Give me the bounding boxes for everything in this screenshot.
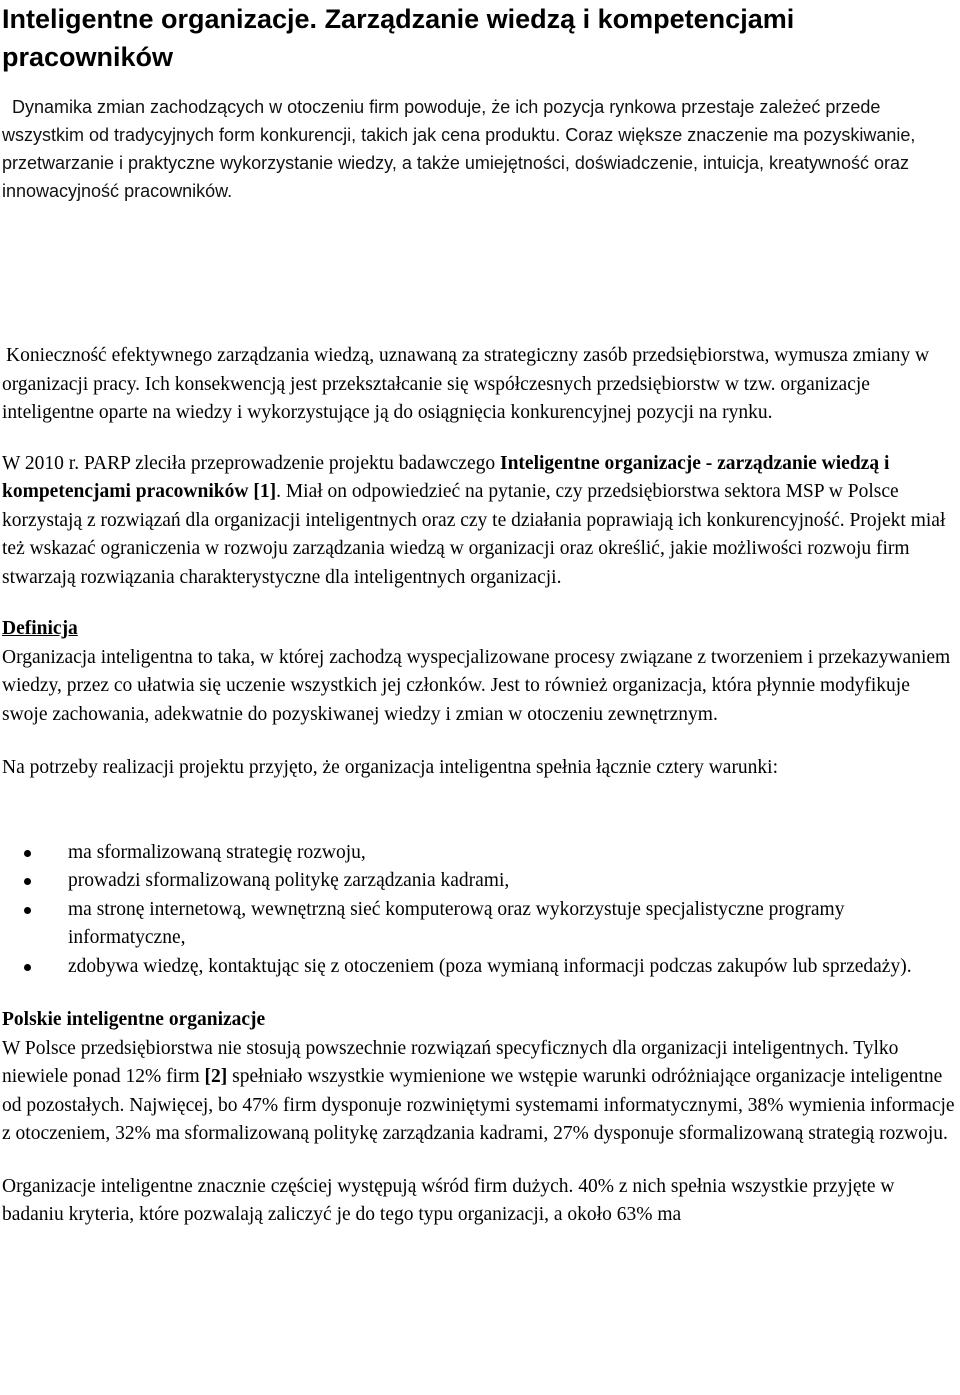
paragraph-knowledge-management: Konieczność efektywnego zarządzania wiedzą, uznawaną za strategiczny zasób przedsiębiorstwa, wymusza zmiany w organizacji pracy. Ich konsekwencją jest przekształcanie się współczesnych przedsiębiorstw w tzw. organizacje inteligentne oparte na wiedzy i wykorzystujące ją do osiągnięcia konkurencyjnej pozycji na rynku. [2, 345, 930, 423]
list-item [68, 953, 960, 982]
condition-text: ma stronę internetową, wewnętrzną sieć komputerową oraz wykorzystuje specjalistyczne programy informatyczne, [68, 898, 845, 948]
polish-organizations-heading [2, 1006, 960, 1035]
parp-text-before: W 2010 r. PARP zleciła przeprowadzenie projektu badawczego [2, 452, 500, 474]
intro-paragraph: Dynamika zmian zachodzących w otoczeniu firm powoduje, że ich pozycja rynkowa przestaje zależeć przede wszystkim od tradycyjnych form konkurencji, takich jak cena produktu. Coraz większe znaczenie ma pozyskiwanie, przetwarzanie i praktyczne wykorzystanie wiedzy, a także umiejętności, doświadczenie, intuicja, kreatywność oraz innowacyjność pracowników. [2, 97, 916, 201]
polish-text-after: spełniało wszystkie wymienione we wstępie warunki odróżniające organizacje inteligentne od pozostałych. Najwięcej, bo 47% firm dysponuje rozwiniętymi systemami informatycznymi, 38% wymienia informacje z otoczeniem, 32% ma sformalizowaną politykę zarządzania kadrami, 27% dysponuje sformalizowaną strategią rozwoju. [2, 1066, 955, 1144]
parp-text-after: . Miał on odpowiedzieć na pytanie, czy przedsiębiorstwa sektora MSP w Polsce korzystają z rozwiązań dla organizacji inteligentnych oraz czy te działania poprawiają ich konkurencyjność. Projekt miał też wskazać ograniczenia w rozwoju zarządzania wiedzą w organizacji oraz określić, jakie możliwości rozwoju firm stwarzają rozwiązania charakterystyczne dla inteligentnych organizacji. [2, 481, 946, 588]
bullet-icon [24, 907, 31, 914]
project-title-bold: Inteligentne organizacje - zarządzanie wiedzą i kompetencjami pracowników [1] [2, 452, 890, 502]
polish-organizations-section [2, 1006, 960, 1149]
polish-text-before: W Polsce przedsiębiorstwa nie stosują powszechnie rozwiązań specyficznych dla organizacji inteligentnych. Tylko niewiele ponad 12% firm [2, 1037, 899, 1087]
definition-text: Organizacja inteligentna to taka, w której zachodzą wyspecjalizowane procesy związane z tworzeniem i przekazywaniem wiedzy, przez co ułatwia się uczenie wszystkich jej członków. Jest to również organizacja, która płynnie modyfikuje swoje zachowania, adekwatnie do pozyskiwanej wiedzy i zmian w otoczeniu zewnętrznym. [2, 646, 951, 725]
condition-text: ma sformalizowaną strategię rozwoju, [68, 841, 366, 863]
page-title: Inteligentne organizacje. Zarządzanie wiedzą i kompetencjami pracowników [2, 4, 795, 72]
list-item [68, 867, 960, 896]
bullet-icon [24, 878, 31, 885]
paragraph-large-firms: Organizacje inteligentne znacznie częściej występują wśród firm dużych. 40% z nich spełnia wszystkie przyjęte w badaniu kryteria, które pozwalają zaliczyć je do tego typu organizacji, a około 63% ma [2, 1175, 895, 1225]
bullet-icon [24, 850, 31, 857]
list-item [68, 839, 960, 868]
polish-organizations-text [2, 1035, 960, 1149]
definition-heading: Definicja [2, 618, 78, 639]
list-item [68, 896, 960, 953]
condition-text: zdobywa wiedzę, kontaktując się z otoczeniem (poza wymianą informacji podczas zakupów lub sprzedaży). [68, 955, 912, 977]
bullet-icon [24, 964, 31, 971]
footnote-ref: [2] [204, 1066, 228, 1087]
polish-organizations-heading-text: Polskie inteligentne organizacje [2, 1009, 266, 1030]
conditions-list [2, 839, 960, 982]
conditions-intro: Na potrzeby realizacji projektu przyjęto, że organizacja inteligentna spełnia łącznie cztery warunki: [2, 757, 779, 778]
condition-text: prowadzi sformalizowaną politykę zarządzania kadrami, [68, 870, 510, 891]
definition-section [2, 615, 960, 729]
paragraph-parp-project [2, 450, 960, 593]
